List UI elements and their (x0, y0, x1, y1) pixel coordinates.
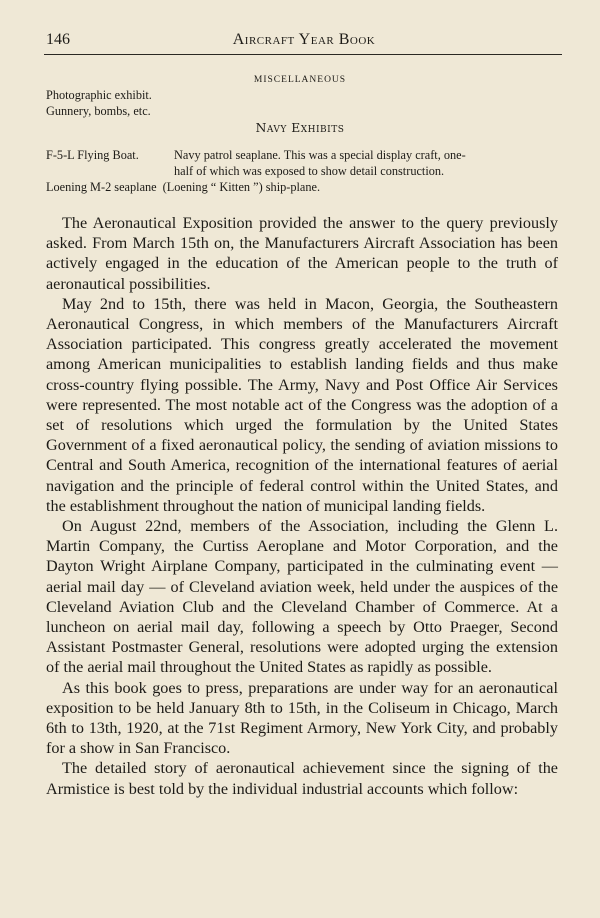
exhibit-name: Loening M-2 seaplane (46, 180, 157, 194)
paragraph: May 2nd to 15th, there was held in Macon, Georgia, the Southeastern Aeronautical Congress, in which members of the Manufacturers Aircraft Association participated. This congress greatly accelerated the movement among American municipalities to establish landing fields and thus make cross-country flying possible. The Army, Navy and Post Office Air Services were represented. The most notable act of the Congress was the adoption of a set of resolutions which urged the formulation by the United States Government of a fixed aeronautical policy, the sending of aviation missions to Central and South America, recognition of the international features of aerial navigation and the principle of federal control within the United States, and the establishment throughout the nation of municipal landing fields. (46, 294, 558, 515)
exhibit-description: Navy patrol seaplane. This was a special display craft, one- (174, 148, 466, 162)
exhibit-description: (Loening “ Kitten ”) ship-plane. (162, 180, 321, 194)
exhibit-entry (46, 179, 566, 195)
list-item: Gunnery, bombs, etc. (46, 104, 151, 118)
header-rule (44, 54, 562, 55)
miscellaneous-list (46, 87, 152, 119)
paragraph: The Aeronautical Exposition provided the answer to the query previously asked. From March 15th on, the Manufacturers Aircraft Association has been actively engaged in the education of the American people to the truth of aeronautical possibilities. (46, 214, 558, 293)
miscellaneous-heading: MISCELLANEOUS (253, 75, 347, 85)
page-number: 146 (46, 31, 70, 48)
paragraph: As this book goes to press, preparations are under way for an aeronautical exposition to be held January 8th to 15th, in the Coliseum in Chicago, March 6th to 13th, 1920, at the 71st Regiment Armory, New York City, and probably for a show in San Francisco. (46, 678, 558, 758)
exhibit-description-continued: half of which was exposed to show detail construction. (174, 164, 445, 178)
navy-exhibits-heading: Navy Exhibits (255, 121, 345, 135)
exhibit-entry (46, 147, 566, 179)
page-header (46, 31, 562, 55)
body-text (46, 213, 558, 799)
running-head: Aircraft Year Book (232, 31, 376, 48)
exhibit-name: F-5-L Flying Boat. (46, 148, 139, 162)
paragraph: The detailed story of aeronautical achievement since the signing of the Armistice is best told by the individual industrial accounts which follow: (46, 759, 558, 798)
list-item: Photographic exhibit. (46, 88, 152, 102)
paragraph: On August 22nd, members of the Association, including the Glenn L. Martin Company, the Curtiss Aeroplane and Motor Corporation, and the Dayton Wright Airplane Company, participated in the culminating event — aerial mail day — of Cleveland aviation week, held under the auspices of the Cleveland Aviation Club and the Cleveland Chamber of Commerce. At a luncheon on aerial mail day, following a speech by Otto Praeger, Second Assistant Postmaster General, resolutions were adopted urging the extension of the aerial mail throughout the United States as rapidly as possible. (46, 517, 558, 677)
